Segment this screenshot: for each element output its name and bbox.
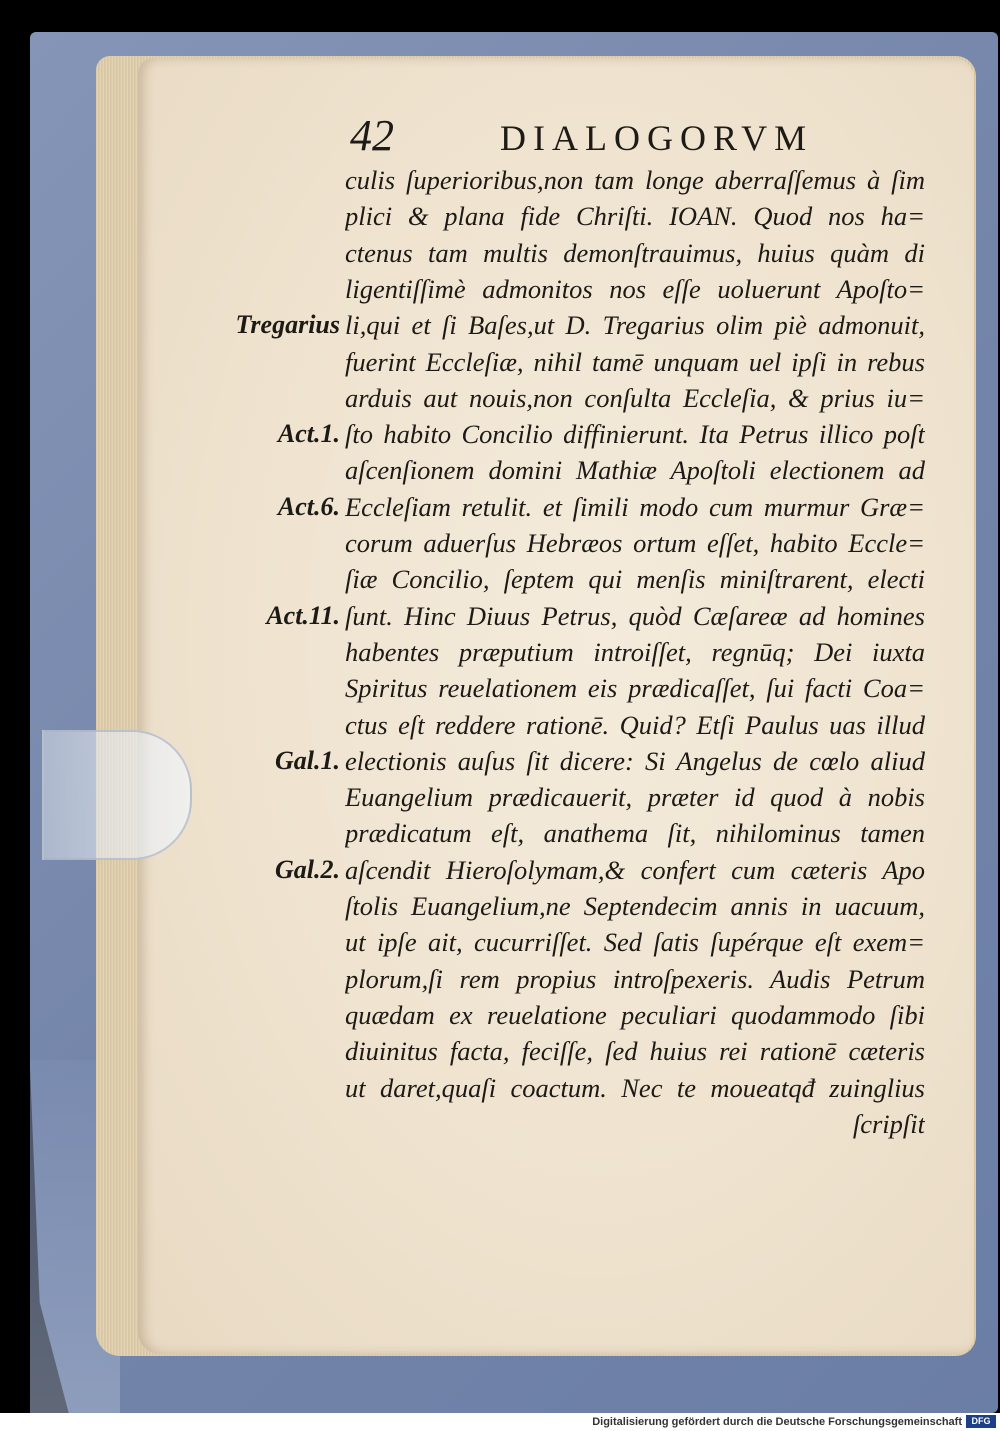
text-line: habentes præputium introiſſet, regnūq; Dei iuxta (345, 636, 925, 667)
text-line: culis ſuperioribus,non tam longe aberraſſemus à ſim (345, 165, 925, 195)
text-line: ſto habito Concilio diffinierunt. Ita Petrus illico poſt (345, 419, 925, 450)
text-line: ſunt. Hinc Diuus Petrus, quòd Cæſareæ ad homines (345, 600, 925, 631)
text-line: plorum,ſi rem propius introſpexeris. Audis Petrum (345, 963, 925, 994)
page-header (350, 110, 813, 161)
margin-note: Gal.2. (275, 854, 340, 884)
margin-note: Act.1. (277, 419, 340, 449)
page-number: 42 (350, 111, 394, 160)
text-line: diuinitus facta, feciſſe, ſed huius rei rationē cæteris (345, 1036, 925, 1067)
text-line: fuerint Eccleſiæ, nihil tamē unquam uel ipſi in rebus (345, 346, 925, 377)
text-line: ligentiſſimè admonitos nos eſſe uoluerunt Apoſto= (345, 273, 925, 304)
text-line: aſcendit Hieroſolymam,& confert cum cæteris Apo (345, 854, 925, 885)
text-line: ut daret,quaſi coactum. Nec te moueatqđ zuinglius (345, 1072, 925, 1103)
running-title: DIALOGORVM (500, 118, 814, 158)
text-line: ctenus tam multis demonſtrauimus, huius quàm di (345, 237, 925, 268)
text-line: ctus eſt reddere rationē. Quid? Etſi Paulus uas illud (345, 709, 925, 740)
margin-note: Gal.1. (275, 745, 340, 775)
margin-note: Tregarius (235, 310, 340, 340)
text-line: aſcenſionem domini Mathiæ Apoſtoli electionem ad (345, 455, 925, 486)
text-line: ſiæ Concilio, ſeptem qui menſis miniſtrarent, electi (345, 564, 925, 595)
text-line: Euangelium prædicauerit, præter id quod à nobis (345, 782, 925, 813)
text-line: arduis aut nouis,non conſulta Eccleſia, & prius iu= (345, 382, 925, 413)
text-line: ut ipſe ait, cucurriſſet. Sed ſatis ſupérque eſt exem= (345, 927, 925, 958)
text-line: Eccleſiam retulit. et ſimili modo cum murmur Græ= (345, 491, 925, 522)
dfg-logo-icon: DFG (966, 1415, 996, 1428)
text-line: plici & plana fide Chriſti. IOAN. Quod nos ha= (345, 201, 925, 232)
text-line: quædam ex reuelatione peculiari quodammodo ſibi (345, 999, 925, 1030)
text-line: prædicatum eſt, anathema ſit, nihilominus tamen (345, 818, 925, 849)
text-line: Spiritus reuelationem eis prædicaſſet, ſui facti Coa= (345, 673, 925, 704)
margin-note: Act.6. (277, 491, 340, 521)
footer-credit: Digitalisierung gefördert durch die Deutsche Forschungsgemeinschaft (592, 1416, 962, 1428)
text-line: ſtolis Euangelium,ne Septendecim annis in uacuum, (345, 891, 925, 921)
footer-bar (0, 1413, 1000, 1431)
text-line: corum aduerſus Hebræos ortum eſſet, habito Eccle= (345, 528, 925, 558)
catchword: ſcripſit (852, 1108, 925, 1139)
margin-note: Act.11. (266, 600, 340, 630)
text-line: li,qui et ſi Baſes,ut D. Tregarius olim piè admonuit, (345, 310, 925, 341)
text-line: electionis auſus ſit dicere: Si Angelus de cœlo aliud (345, 745, 925, 776)
